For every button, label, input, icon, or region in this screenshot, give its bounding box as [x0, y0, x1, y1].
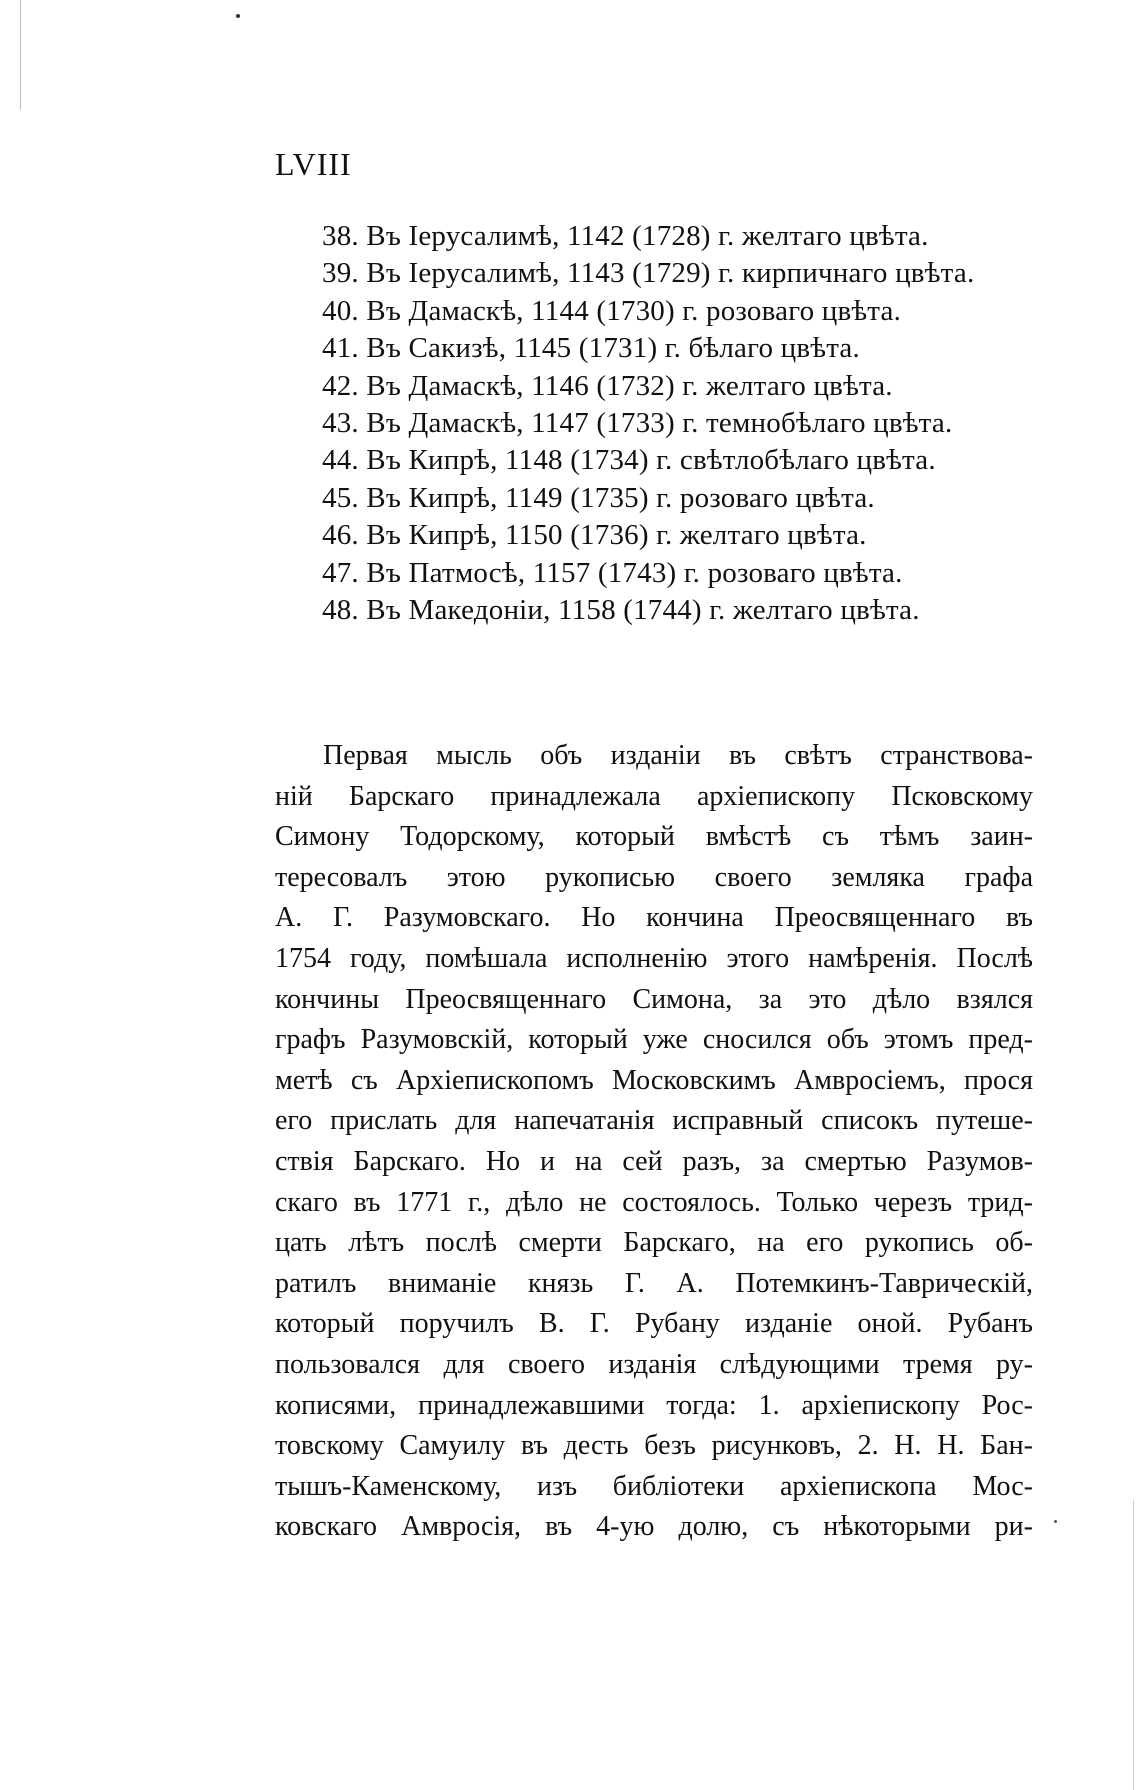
- text-line: А. Г. Разумовскаго. Но кончина Преосвященнаго въ: [275, 902, 1033, 934]
- text-line: тересовалъ этою рукописью своего земляка графа: [275, 861, 1033, 893]
- scan-mark: [236, 14, 240, 18]
- scan-edge-line: [1133, 1500, 1134, 1790]
- text-line: Первая мысль объ изданіи въ свѣтъ странствова-: [323, 740, 1033, 771]
- text-line: графъ Разумовскій, который уже сносился объ этомъ пред-: [275, 1024, 1033, 1056]
- text-line: ствія Барскаго. Но и на сей разъ, за смертью Разумов-: [275, 1145, 1033, 1177]
- text-line: ковскаго Амвросія, въ 4-ую долю, съ нѣкоторыми ри-: [275, 1511, 1033, 1543]
- scan-edge-line: [20, 0, 21, 110]
- text-line: товскому Самуилу въ десть безъ рисунковъ, 2. Н. Н. Бан-: [275, 1430, 1033, 1462]
- text-line: Симону Тодорскому, который вмѣстѣ съ тѣмъ заин-: [275, 821, 1033, 853]
- page-number: LVIII: [275, 146, 352, 182]
- text-line: скаго въ 1771 г., дѣло не состоялось. Только черезъ трид-: [275, 1186, 1033, 1218]
- text-line: ній Барскаго принадлежала архіепископу Псковскому: [275, 780, 1033, 812]
- list-item: 43. Въ Дамаскѣ, 1147 (1733) г. темнобѣлаго цвѣта.: [322, 407, 953, 440]
- text-line: тышъ-Каменскому, изъ библіотеки архіепископа Мос-: [275, 1470, 1033, 1502]
- text-line: пользовался для своего изданія слѣдующими тремя ру-: [275, 1348, 1033, 1380]
- list-item: 45. Въ Кипрѣ, 1149 (1735) г. розоваго цвѣта.: [322, 481, 875, 514]
- body-paragraph: [275, 736, 1033, 1548]
- entry-list: [322, 218, 1042, 629]
- list-item: 39. Въ Іерусалимѣ, 1143 (1729) г. кирпичнаго цвѣта.: [322, 257, 975, 290]
- list-item: 40. Въ Дамаскѣ, 1144 (1730) г. розоваго цвѣта.: [322, 294, 902, 327]
- text-line: его прислать для напечатанія исправный списокъ путеше-: [275, 1105, 1033, 1137]
- text-line: кописями, принадлежавшими тогда: 1. архіепископу Рос-: [275, 1389, 1033, 1421]
- text-line: 1754 году, помѣшала исполненію этого намѣренія. Послѣ: [275, 942, 1033, 974]
- text-line: цать лѣтъ послѣ смерти Барскаго, на его рукопись об-: [275, 1227, 1033, 1259]
- text-line: метѣ съ Архіепископомъ Московскимъ Амвросіемъ, прося: [275, 1064, 1033, 1096]
- list-item: 42. Въ Дамаскѣ, 1146 (1732) г. желтаго цвѣта.: [322, 369, 893, 402]
- text-line: ратилъ вниманіе князь Г. А. Потемкинъ-Таврическій,: [275, 1267, 1033, 1299]
- list-item: 48. Въ Македоніи, 1158 (1744) г. желтаго цвѣта.: [322, 594, 920, 627]
- text-line: кончины Преосвященнаго Симона, за это дѣло взялся: [275, 983, 1033, 1015]
- list-item: 38. Въ Іерусалимѣ, 1142 (1728) г. желтаго цвѣта.: [322, 220, 929, 252]
- text-line: который поручилъ В. Г. Рубану изданіе оной. Рубанъ: [275, 1308, 1033, 1340]
- scan-mark: [1054, 1520, 1057, 1523]
- list-item: 44. Въ Кипрѣ, 1148 (1734) г. свѣтлобѣлаго цвѣта.: [322, 444, 936, 477]
- list-item: 47. Въ Патмосѣ, 1157 (1743) г. розоваго цвѣта.: [322, 556, 903, 589]
- list-item: 41. Въ Сакизѣ, 1145 (1731) г. бѣлаго цвѣта.: [322, 332, 860, 365]
- list-item: 46. Въ Кипрѣ, 1150 (1736) г. желтаго цвѣта.: [322, 519, 867, 552]
